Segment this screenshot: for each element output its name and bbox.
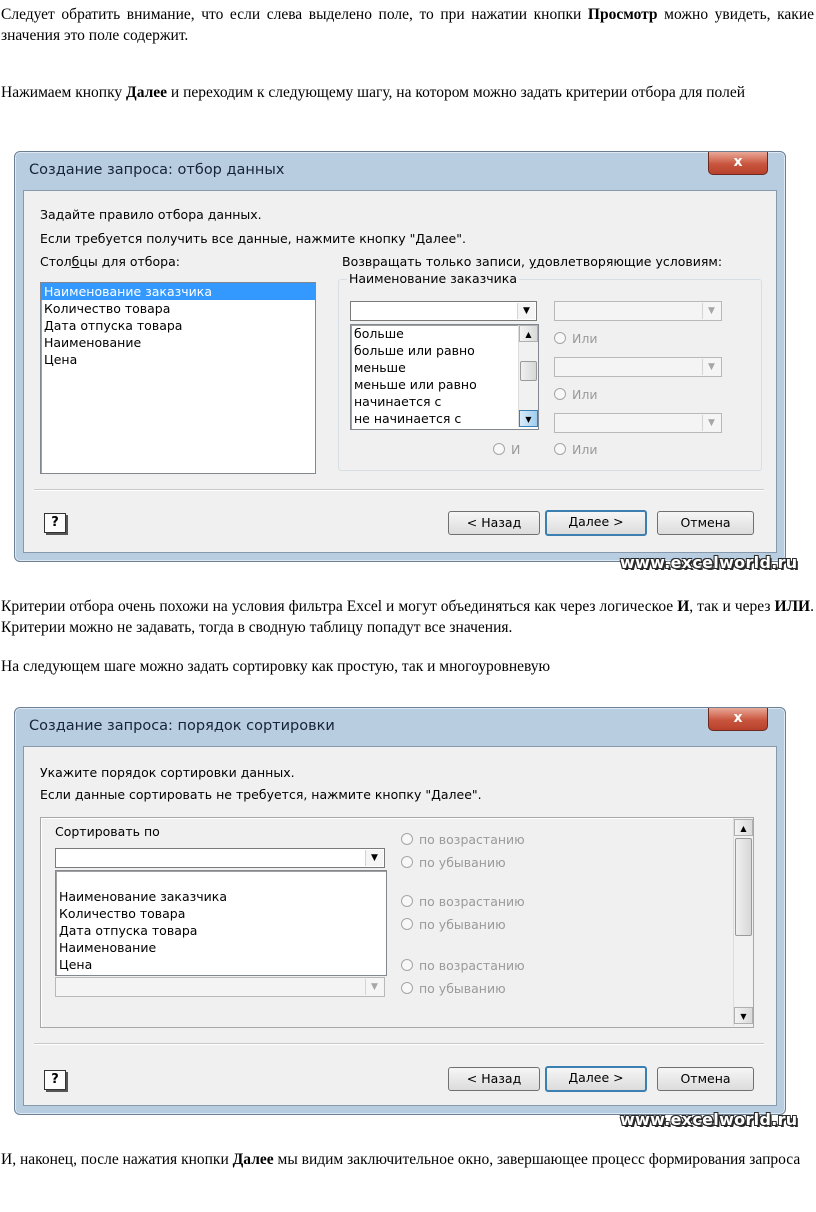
chevron-down-icon: ▼ (365, 979, 383, 995)
divider (34, 489, 764, 491)
back-button[interactable] (448, 1067, 540, 1091)
paragraph-3-bold-1: И (677, 598, 690, 615)
filter-dialog-title: Создание запроса: отбор данных (29, 162, 285, 178)
next-label: Далее > (568, 514, 624, 529)
paragraph-5-bold: Далее (232, 1151, 274, 1168)
close-button[interactable] (708, 152, 768, 175)
asc-label: по возрастанию (419, 894, 525, 909)
sort-panel (40, 817, 754, 1028)
radio-icon (401, 982, 413, 994)
radio-icon (554, 332, 566, 344)
scroll-down-icon[interactable]: ▼ (519, 410, 538, 427)
paragraph-2 (1, 82, 814, 103)
cancel-label: Отмена (680, 515, 731, 530)
radio-icon (401, 833, 413, 845)
column-item[interactable]: Дата отпуска товара (44, 318, 183, 333)
paragraph-2-text-b: и переходим к следующему шагу, на котором можно задать критерии отбора для полей (167, 84, 746, 101)
paragraph-1 (1, 4, 814, 46)
chevron-down-icon: ▼ (702, 303, 720, 319)
columns-label-u: б (71, 254, 80, 269)
paragraph-3 (1, 596, 814, 638)
paragraph-1-text-b: можно увидеть, какие значения это поле содержит. (1, 6, 814, 44)
chevron-down-icon: ▼ (702, 415, 720, 431)
or-radio-1[interactable] (554, 331, 597, 346)
back-button[interactable] (448, 511, 540, 535)
desc-radio-3[interactable] (401, 981, 506, 996)
value-combo-2[interactable] (554, 357, 722, 377)
sort-dialog-title: Создание запроса: порядок сортировки (29, 718, 335, 734)
sort-field-option[interactable]: Количество товара (59, 906, 186, 921)
value-combo-1[interactable] (554, 301, 722, 321)
paragraph-1-text-a: Следует обратить внимание, что если слева выделено поле, то при нажатии кнопки (1, 6, 588, 23)
columns-label-b: цы для отбора: (79, 254, 180, 269)
asc-label: по возрастанию (419, 958, 525, 973)
watermark-2: www.excelworld.ru (620, 1110, 798, 1129)
filter-instruction-2: Если требуется получить все данные, нажмите кнопку "Далее". (40, 231, 466, 246)
radio-icon (554, 388, 566, 400)
sort-dialog-client (23, 746, 777, 1106)
scroll-down-icon[interactable]: ▼ (734, 1007, 753, 1024)
help-button[interactable] (44, 1070, 66, 1090)
sort-dialog (14, 707, 786, 1115)
radio-icon (493, 443, 505, 455)
operator-option[interactable]: меньше (354, 360, 406, 375)
return-label (342, 254, 722, 269)
filter-dialog-client (23, 190, 777, 553)
or-radio-3[interactable] (554, 442, 597, 457)
columns-listbox[interactable] (40, 282, 316, 474)
paragraph-2-text-a: Нажимаем кнопку (1, 84, 127, 101)
back-label: < Назад (466, 1071, 522, 1086)
paragraph-5 (1, 1149, 814, 1170)
column-item[interactable]: Наименование (44, 335, 142, 350)
next-label: Далее > (568, 1070, 624, 1085)
help-button[interactable] (44, 513, 66, 533)
cancel-button[interactable] (657, 1067, 754, 1091)
asc-radio-3[interactable] (401, 958, 525, 973)
column-item[interactable]: Количество товара (44, 301, 171, 316)
radio-icon (401, 918, 413, 930)
radio-icon (554, 443, 566, 455)
scroll-thumb[interactable] (520, 361, 537, 381)
paragraph-5-text-b: мы видим заключительное окно, завершающее процесс формирования запроса (273, 1151, 801, 1168)
sort-field-option[interactable]: Наименование (59, 940, 157, 955)
sort-field-combo[interactable] (55, 848, 385, 868)
cancel-label: Отмена (680, 1071, 731, 1086)
help-icon: ? (51, 515, 59, 530)
sort-field-option[interactable]: Наименование заказчика (59, 889, 227, 904)
next-button[interactable] (545, 510, 647, 536)
column-item[interactable]: Наименование заказчика (41, 283, 315, 300)
cancel-button[interactable] (657, 511, 754, 535)
operator-combo[interactable] (350, 301, 537, 321)
columns-label-a: Стол (40, 254, 72, 269)
paragraph-4: На следующем шаге можно задать сортировку как простую, так и многоуровневую (1, 658, 551, 675)
close-icon: x (733, 154, 743, 170)
operator-option[interactable]: больше (354, 326, 404, 341)
paragraph-3-bold-2: ИЛИ (774, 598, 811, 615)
scroll-up-icon[interactable]: ▲ (519, 325, 538, 342)
or-radio-label: Или (572, 331, 598, 346)
help-icon: ? (51, 1072, 59, 1087)
sort-by-label: Сортировать по (55, 824, 160, 839)
chevron-down-icon[interactable]: ▼ (365, 850, 383, 866)
operator-option[interactable]: начинается с (354, 394, 442, 409)
paragraph-3-text-c: . Критерии можно не задавать, тогда в сводную таблицу попадут все значения. (1, 598, 814, 636)
operator-scrollbar[interactable] (518, 325, 538, 427)
or-radio-label: Или (572, 387, 598, 402)
desc-label: по убыванию (419, 981, 506, 996)
sort-instruction-1: Укажите порядок сортировки данных. (40, 765, 295, 780)
and-radio-label: И (511, 442, 521, 457)
paragraph-1-bold: Просмотр (587, 6, 658, 23)
scroll-up-icon[interactable]: ▲ (734, 819, 753, 836)
return-label-b: довлетворяющие условиям: (536, 254, 723, 269)
return-label-a: Возвращать только записи, (342, 254, 529, 269)
radio-icon (401, 895, 413, 907)
watermark-1: www.excelworld.ru (620, 553, 798, 572)
paragraph-3-text-a: Критерии отбора очень похожи на условия фильтра Excel и могут объединяться как через логическое (1, 598, 678, 615)
operator-option[interactable]: больше или равно (354, 343, 475, 358)
asc-radio-1[interactable] (401, 832, 525, 847)
divider (34, 1043, 764, 1045)
operator-option[interactable]: не начинается с (354, 411, 462, 426)
chevron-down-icon[interactable]: ▼ (517, 303, 535, 319)
radio-icon (401, 959, 413, 971)
scroll-thumb[interactable] (735, 838, 752, 936)
desc-label: по убыванию (419, 855, 506, 870)
criteria-group-label: Наименование заказчика (349, 271, 517, 286)
operator-option[interactable]: меньше или равно (354, 377, 477, 392)
column-item[interactable]: Цена (44, 352, 78, 367)
and-radio[interactable] (493, 442, 520, 457)
sort-field-combo-3[interactable] (55, 977, 385, 997)
filter-dialog (14, 151, 786, 562)
sort-scrollbar[interactable] (733, 818, 753, 1026)
or-radio-label: Или (572, 442, 598, 457)
chevron-down-icon: ▼ (702, 359, 720, 375)
return-label-u: у (528, 254, 537, 269)
asc-radio-2[interactable] (401, 894, 525, 909)
columns-label (40, 254, 180, 269)
back-label: < Назад (466, 515, 522, 530)
desc-radio-2[interactable] (401, 917, 506, 932)
close-button[interactable] (708, 708, 768, 731)
paragraph-5-text-a: И, наконец, после нажатия кнопки (1, 1151, 233, 1168)
close-icon: x (733, 710, 743, 726)
radio-icon (401, 856, 413, 868)
sort-instruction-2: Если данные сортировать не требуется, нажмите кнопку "Далее". (40, 787, 482, 802)
desc-label: по убыванию (419, 917, 506, 932)
asc-label: по возрастанию (419, 832, 525, 847)
operator-dropdown[interactable] (350, 324, 539, 430)
filter-instruction-1: Задайте правило отбора данных. (40, 207, 262, 222)
paragraph-2-bold: Далее (126, 84, 168, 101)
next-button[interactable] (545, 1066, 647, 1092)
sort-field-option[interactable]: Дата отпуска товара (59, 923, 198, 938)
value-combo-3[interactable] (554, 413, 722, 433)
sort-field-option[interactable]: Цена (59, 957, 93, 972)
desc-radio-1[interactable] (401, 855, 506, 870)
sort-field-dropdown[interactable] (55, 870, 387, 976)
paragraph-3-text-b: , так и через (689, 598, 775, 615)
or-radio-2[interactable] (554, 387, 597, 402)
